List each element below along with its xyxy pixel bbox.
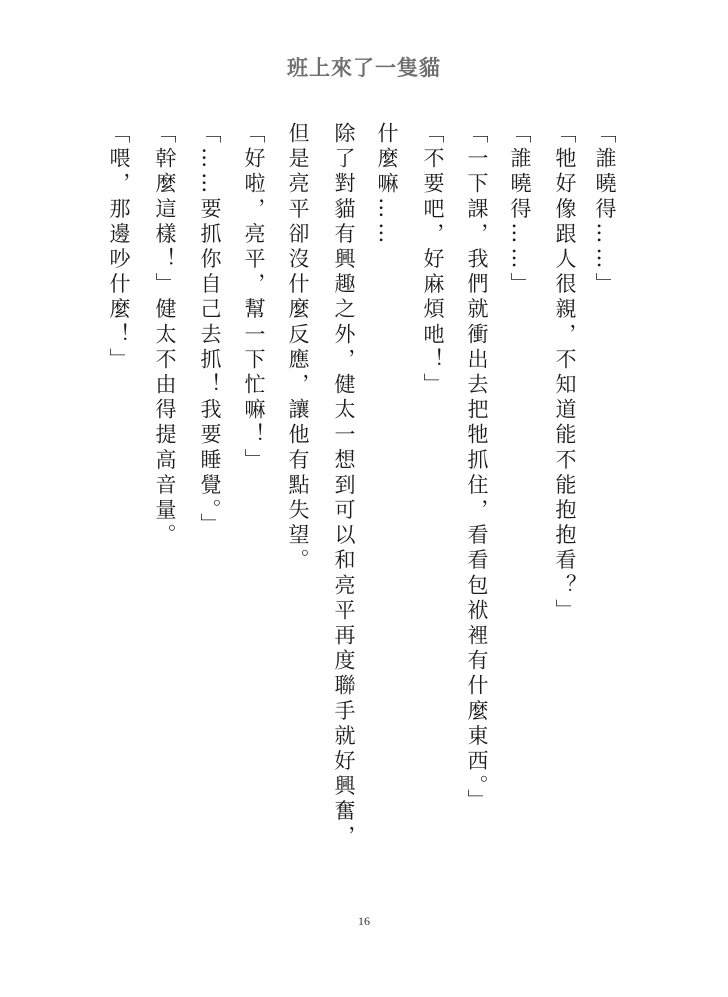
text-column-3: 「誰曉得……」 xyxy=(508,122,532,298)
text-column-5: 「不要吧，好麻煩吔！」 xyxy=(421,122,445,399)
text-column-8: 但是亮平卻沒什麼反應，讓他有點失望。 xyxy=(286,122,310,574)
text-column-9: 「好啦，亮平，幫一下忙嘛！」 xyxy=(242,122,266,474)
text-column-11: 「幹麼這樣！」健太不由得提高音量。 xyxy=(153,122,177,549)
text-column-10: 「……要抓你自己去抓！我要睡覺。」 xyxy=(198,122,222,539)
page-number: 16 xyxy=(358,914,370,928)
text-column-12: 「喂，那邊吵什麼！」 xyxy=(107,122,131,373)
book-title-header: 班上來了一隻貓 xyxy=(287,56,441,80)
text-column-7: 除了對貓有興趣之外，健太一想到可以和亮平再度聯手就好興奮， xyxy=(332,122,356,850)
text-column-4: 「一下課，我們就衝出去把牠抓住，看看包袱裡有什麼東西。」 xyxy=(465,122,489,815)
text-column-2: 「牠好像跟人很親，不知道能不能抱抱看？」 xyxy=(553,122,577,624)
text-column-6: 什麼嘛…… xyxy=(375,122,399,248)
text-column-1: 「誰曉得……」 xyxy=(593,122,617,298)
